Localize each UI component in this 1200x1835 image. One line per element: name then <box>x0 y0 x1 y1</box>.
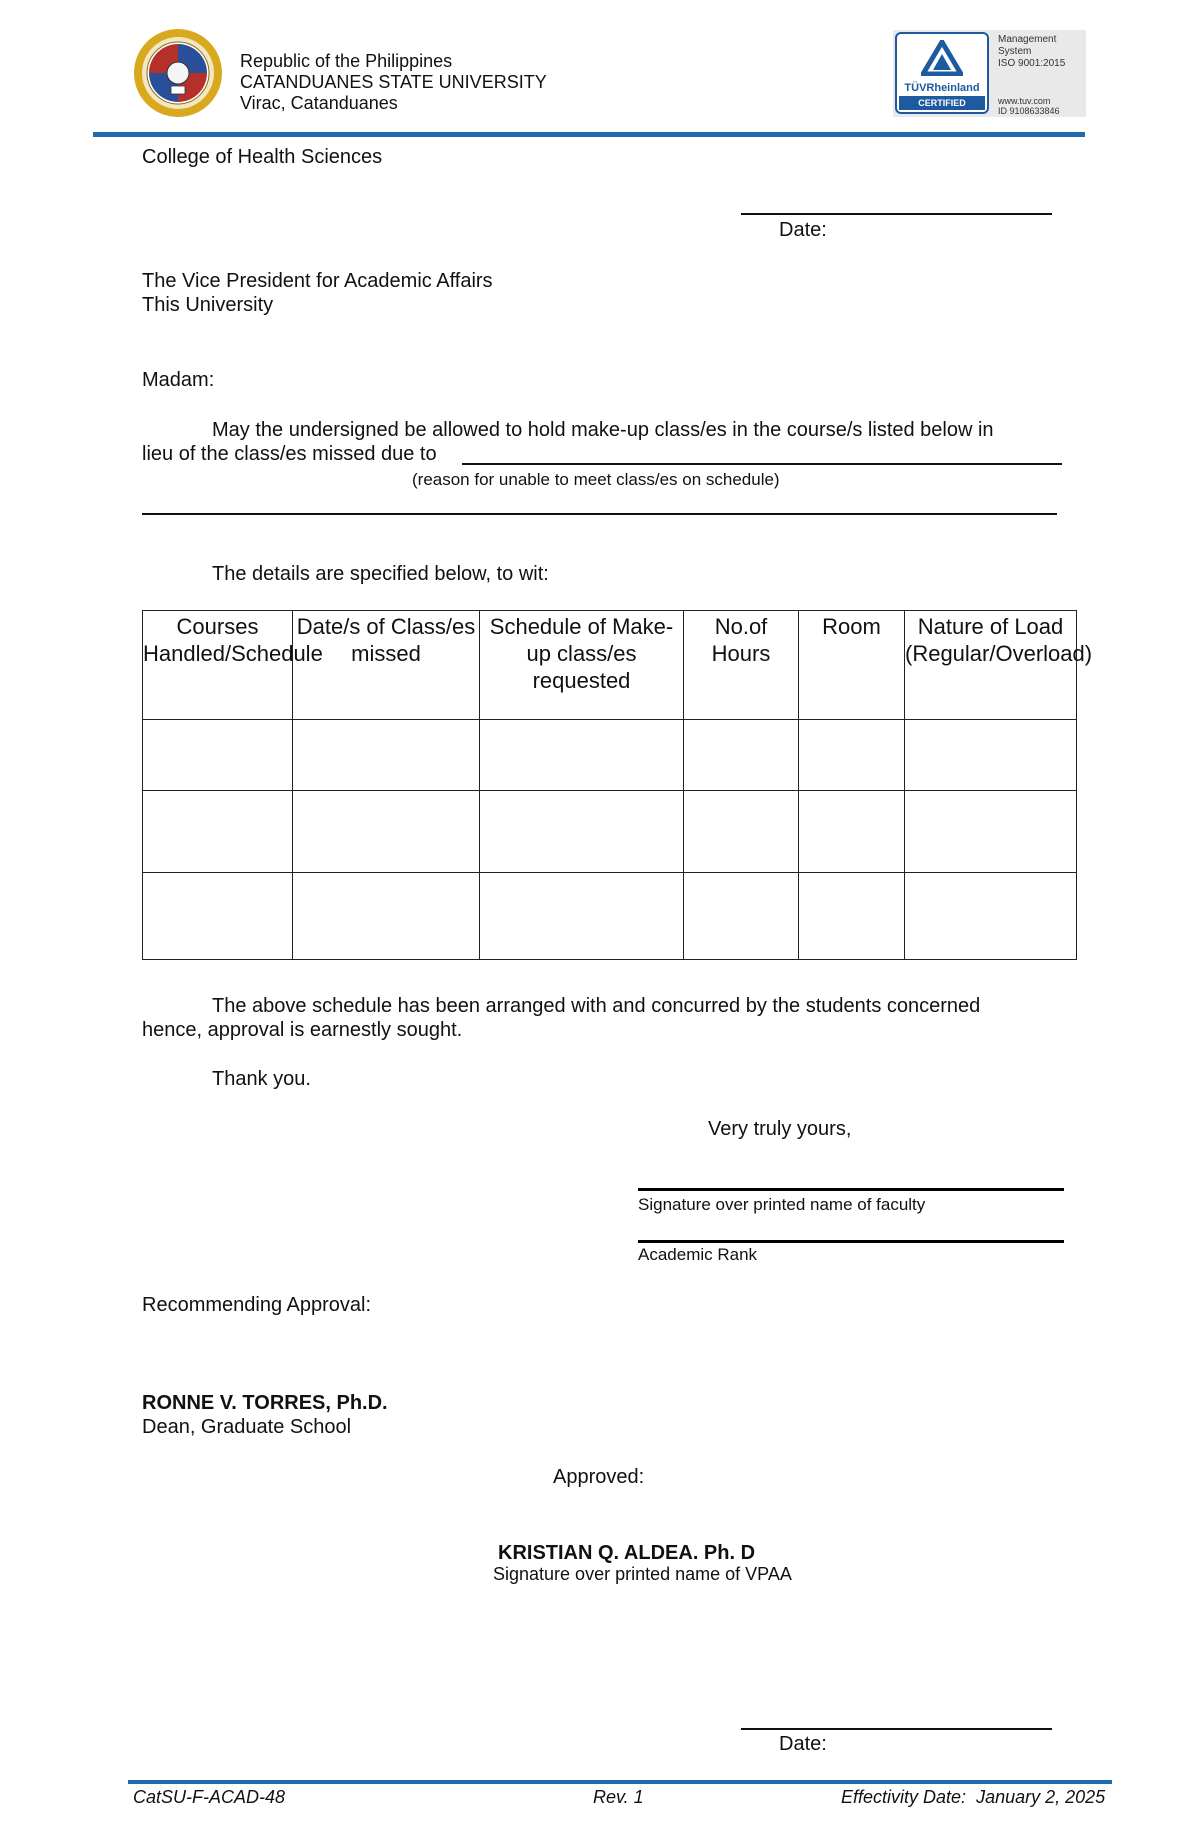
table-cell[interactable] <box>143 720 293 791</box>
cert-description <box>998 34 1065 70</box>
university-header <box>240 51 547 114</box>
table-cell[interactable] <box>293 791 480 873</box>
col-header-nature-of-load: Nature of Load (Regular/Overload) <box>905 611 1077 720</box>
university-name: CATANDUANES STATE UNIVERSITY <box>240 72 547 92</box>
effectivity <box>841 1787 1105 1808</box>
header-rule <box>93 132 1085 137</box>
date-line-bottom[interactable] <box>741 1728 1052 1730</box>
salutation: Madam: <box>142 369 215 391</box>
table-cell[interactable] <box>684 791 799 873</box>
table-cell[interactable] <box>293 873 480 960</box>
col-header-courses: Courses Handled/Schedule <box>143 611 293 720</box>
request-paragraph-line2: lieu of the class/es missed due to <box>142 443 437 465</box>
date-line-top[interactable] <box>741 213 1052 215</box>
table-row <box>143 791 1077 873</box>
approver-caption: Signature over printed name of VPAA <box>493 1564 792 1584</box>
reason-note: (reason for unable to meet class/es on schedule) <box>412 470 780 489</box>
table-cell[interactable] <box>905 720 1077 791</box>
table-cell[interactable] <box>684 720 799 791</box>
university-location: Virac, Catanduanes <box>240 93 398 113</box>
college-name: College of Health Sciences <box>142 146 383 168</box>
effectivity-date: January 2, 2025 <box>976 1787 1106 1807</box>
cert-line: System <box>998 46 1032 57</box>
academic-rank-caption: Academic Rank <box>638 1245 758 1264</box>
makeup-schedule-table <box>142 610 1093 960</box>
col-header-dates-missed: Date/s of Class/es missed <box>293 611 480 720</box>
table-cell[interactable] <box>293 720 480 791</box>
thank-you: Thank you. <box>212 1068 311 1090</box>
tuv-brand: TÜVRheinland <box>904 82 980 94</box>
academic-rank-line[interactable] <box>638 1240 1064 1243</box>
table-cell[interactable] <box>799 720 905 791</box>
iso-certification-badge <box>893 30 1086 117</box>
table-cell[interactable] <box>480 720 684 791</box>
request-paragraph-line1: May the undersigned be allowed to hold make-up class/es in the course/s listed below in <box>212 419 994 441</box>
details-intro: The details are specified below, to wit: <box>212 563 549 585</box>
certified-label: CERTIFIED <box>899 96 985 110</box>
effectivity-label: Effectivity Date: <box>841 1787 967 1807</box>
addressee-title: The Vice President for Academic Affairs <box>142 270 493 292</box>
cert-line: ISO 9001:2015 <box>998 58 1066 69</box>
table-cell[interactable] <box>143 791 293 873</box>
approved-label: Approved: <box>553 1466 645 1488</box>
table-cell[interactable] <box>799 791 905 873</box>
footer-rule <box>128 1780 1112 1784</box>
cert-number: ID 9108633846 <box>998 106 1060 116</box>
country-line: Republic of the Philippines <box>240 51 453 71</box>
date-label-top: Date: <box>779 219 827 241</box>
table-cell[interactable] <box>480 791 684 873</box>
valediction: Very truly yours, <box>708 1118 852 1140</box>
table-cell[interactable] <box>480 873 684 960</box>
cert-id <box>998 96 1060 116</box>
recommending-label: Recommending Approval: <box>142 1294 372 1316</box>
col-header-room: Room <box>799 611 905 720</box>
reason-line-2[interactable] <box>142 513 1057 515</box>
date-label-bottom: Date: <box>779 1733 827 1755</box>
cert-line: Management <box>998 34 1057 45</box>
concurrence-line1: The above schedule has been arranged with and concurred by the students concerned <box>212 995 981 1017</box>
col-header-makeup-schedule: Schedule of Make-up class/es requested <box>480 611 684 720</box>
recommender-name: RONNE V. TORRES, Ph.D. <box>142 1392 388 1414</box>
table-cell[interactable] <box>799 873 905 960</box>
table-cell[interactable] <box>905 873 1077 960</box>
table-row <box>143 720 1077 791</box>
table-cell[interactable] <box>143 873 293 960</box>
revision: Rev. 1 <box>593 1787 644 1807</box>
tuv-logo <box>895 32 989 114</box>
addressee-org: This University <box>142 294 274 316</box>
table-cell[interactable] <box>684 873 799 960</box>
concurrence-line2: hence, approval is earnestly sought. <box>142 1019 463 1041</box>
faculty-signature-caption: Signature over printed name of faculty <box>638 1195 926 1214</box>
col-header-hours: No.of Hours <box>684 611 799 720</box>
approver-name: KRISTIAN Q. ALDEA. Ph. D <box>498 1542 756 1564</box>
table-header-row <box>143 611 1077 720</box>
reason-line-1[interactable] <box>462 463 1062 465</box>
table-row <box>143 873 1077 960</box>
recommender-title: Dean, Graduate School <box>142 1416 352 1438</box>
table-cell[interactable] <box>905 791 1077 873</box>
university-seal <box>133 28 223 118</box>
faculty-signature-line[interactable] <box>638 1188 1064 1191</box>
form-code: CatSU-F-ACAD-48 <box>133 1787 286 1807</box>
cert-site: www.tuv.com <box>998 96 1051 106</box>
